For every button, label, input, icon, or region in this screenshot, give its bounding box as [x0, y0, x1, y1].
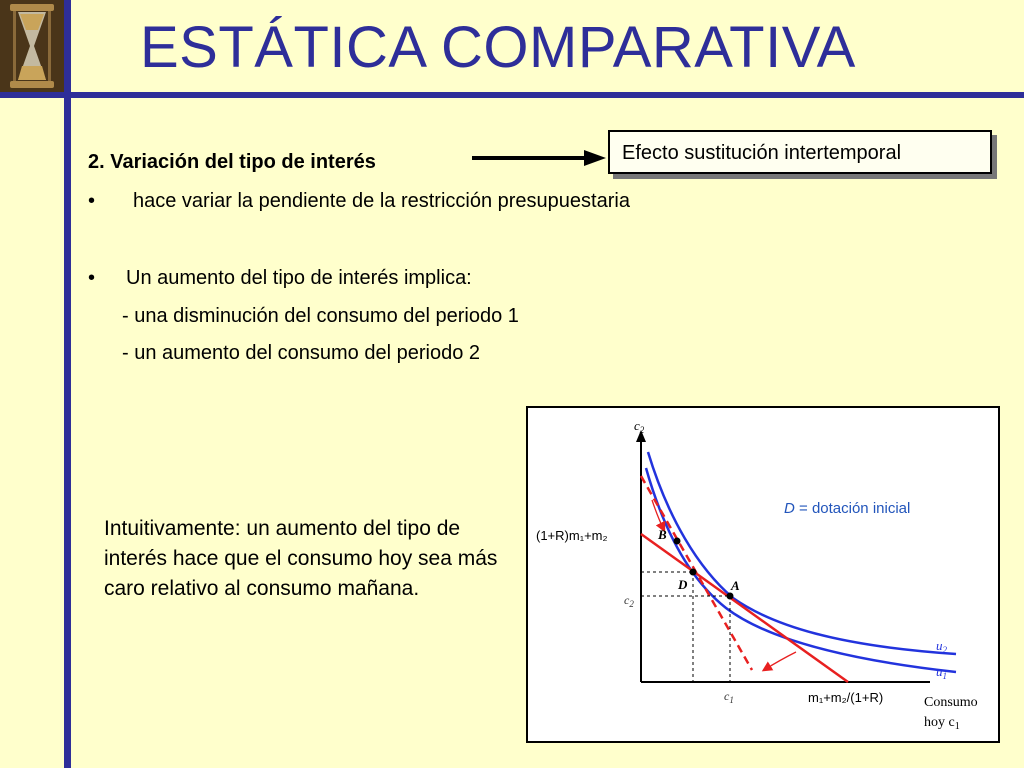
- legend-text: D = dotación inicial: [784, 500, 911, 517]
- x-tick-c1: $c_1$: [724, 689, 734, 705]
- slide-title: ESTÁTICA COMPARATIVA: [140, 15, 856, 80]
- x-intercept-label: m₁+m₂/(1+R): [808, 690, 884, 705]
- section-subheading: 2. Variación del tipo de interés: [88, 151, 376, 173]
- bullet-marker: •: [88, 267, 96, 289]
- y-intercept-label: (1+R)m₁+m₂: [536, 528, 608, 543]
- x-axis-label-line1: Consumo: [924, 695, 978, 710]
- x-axis-label-line2: hoy $c_1$: [924, 715, 960, 732]
- title-underline-bar: [0, 92, 1024, 98]
- intuition-text: Intuitivamente: un aumento del tipo de interés hace que el consumo hoy sea más caro relativo al consumo mañana.: [104, 517, 498, 600]
- point-A-label: A: [731, 578, 740, 593]
- bullet-marker: •: [88, 190, 96, 212]
- point-B: [674, 538, 681, 545]
- bullet-text: hace variar la pendiente de la restricción presupuestaria: [133, 190, 630, 212]
- effect-label-box: [608, 130, 992, 174]
- point-B-label: B: [658, 527, 667, 542]
- arrow-right-icon: [472, 146, 608, 170]
- budget-line-new: [641, 534, 848, 682]
- point-D: [690, 569, 697, 576]
- axes: [636, 430, 930, 682]
- sub-item: - una disminución del consumo del periodo 1: [122, 305, 519, 327]
- rotation-arrow-bottom: [764, 652, 796, 670]
- curve-u2-label: $u_2$: [936, 638, 947, 655]
- effect-label: Efecto sustitución intertemporal: [622, 142, 902, 164]
- bullet-text: Un aumento del tipo de interés implica:: [126, 267, 472, 289]
- sub-item: - un aumento del consumo del periodo 2: [122, 342, 481, 364]
- y-axis-label: $c_2$: [634, 418, 645, 435]
- budget-line-old-dashed: [641, 476, 752, 670]
- curve-u1-label: $u_1$: [936, 664, 947, 681]
- indifference-curve-u2: [648, 452, 956, 654]
- point-A: [727, 593, 734, 600]
- point-D-label: D: [678, 577, 688, 592]
- y-tick-c2: $c_2$: [624, 593, 634, 609]
- hourglass-logo: [0, 0, 64, 92]
- left-accent-bar: [64, 0, 71, 768]
- intertemporal-diagram: [526, 406, 1000, 743]
